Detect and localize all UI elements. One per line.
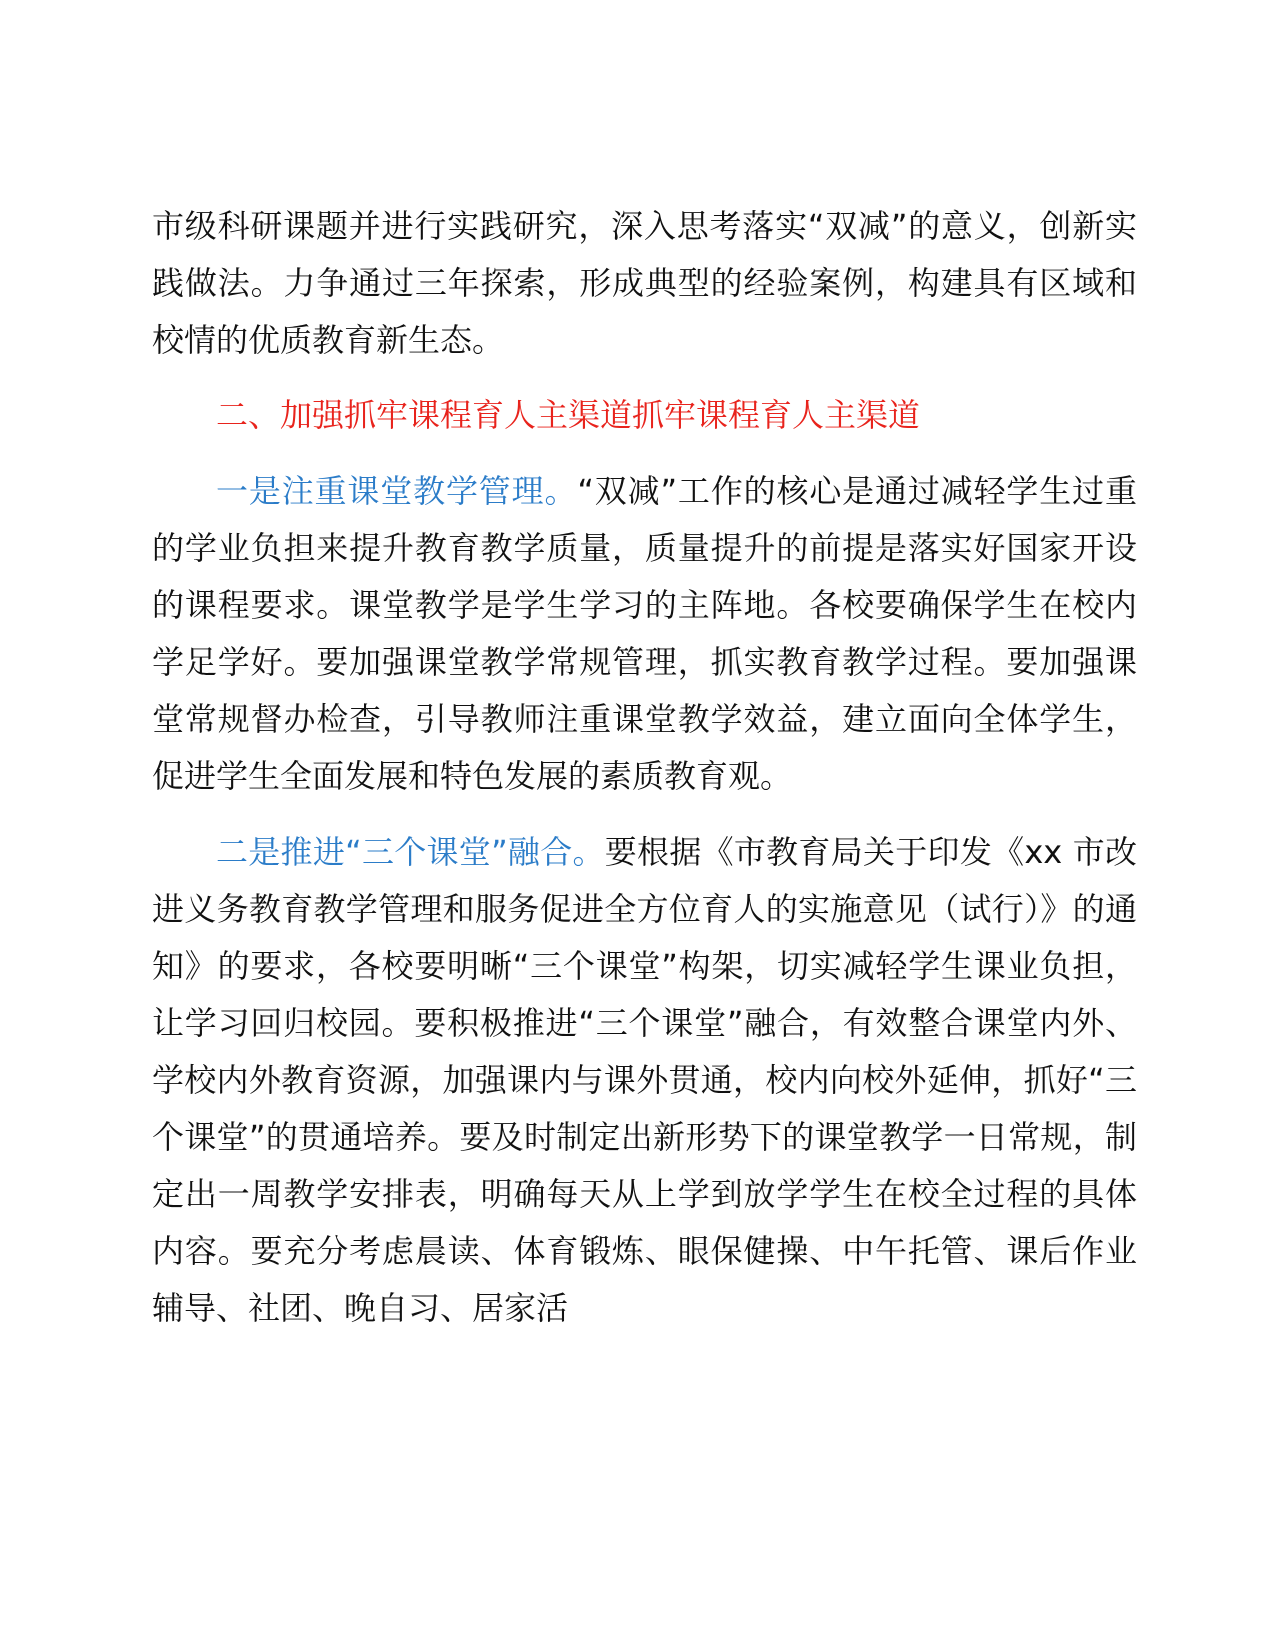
- document-body: [152, 198, 1137, 1337]
- paragraph-3-body: 要根据《市教育局关于印发《xx 市改进义务教育教学管理和服务促进全方位育人的实施意见（试行）》的通知》的要求，各校要明晰“三个课堂”构架，切实减轻学生课业负担，让学习回归校园。要积极推进“三个课堂”融合，有效整合课堂内外、学校内外教育资源，加强课内与课外贯通，校内向校外延伸，抓好“三个课堂”的贯通培养。要及时制定出新形势下的课堂教学一日常规，制定出一周教学安排表，明确每天从上学到放学学生在校全过程的具体内容。要充分考虑晨读、体育锻炼、眼保健操、中午托管、课后作业辅导、社团、晚自习、居家活: [152, 833, 1137, 1327]
- paragraph-3: [152, 824, 1137, 1337]
- paragraph-2-lead: 一是注重课堂教学管理。: [216, 472, 578, 510]
- paragraph-2: [152, 463, 1137, 805]
- paragraph-1-text: 市级科研课题并进行实践研究，深入思考落实“双减”的意义，创新实践做法。力争通过三年探索，形成典型的经验案例，构建具有区域和校情的优质教育新生态。: [152, 207, 1137, 359]
- paragraph-1: [152, 198, 1137, 369]
- section-heading: 二、加强抓牢课程育人主渠道抓牢课程育人主渠道: [216, 396, 921, 434]
- paragraph-2-body: “双减”工作的核心是通过减轻学生过重的学业负担来提升教育教学质量，质量提升的前提是落实好国家开设的课程要求。课堂教学是学生学习的主阵地。各校要确保学生在校内学足学好。要加强课堂教学常规管理，抓实教育教学过程。要加强课堂常规督办检查，引导教师注重课堂教学效益，建立面向全体学生，促进学生全面发展和特色发展的素质教育观。: [152, 472, 1137, 795]
- paragraph-3-lead: 二是推进“三个课堂”融合。: [216, 833, 605, 871]
- paragraph-gap: [152, 444, 1137, 463]
- paragraph-gap: [152, 805, 1137, 824]
